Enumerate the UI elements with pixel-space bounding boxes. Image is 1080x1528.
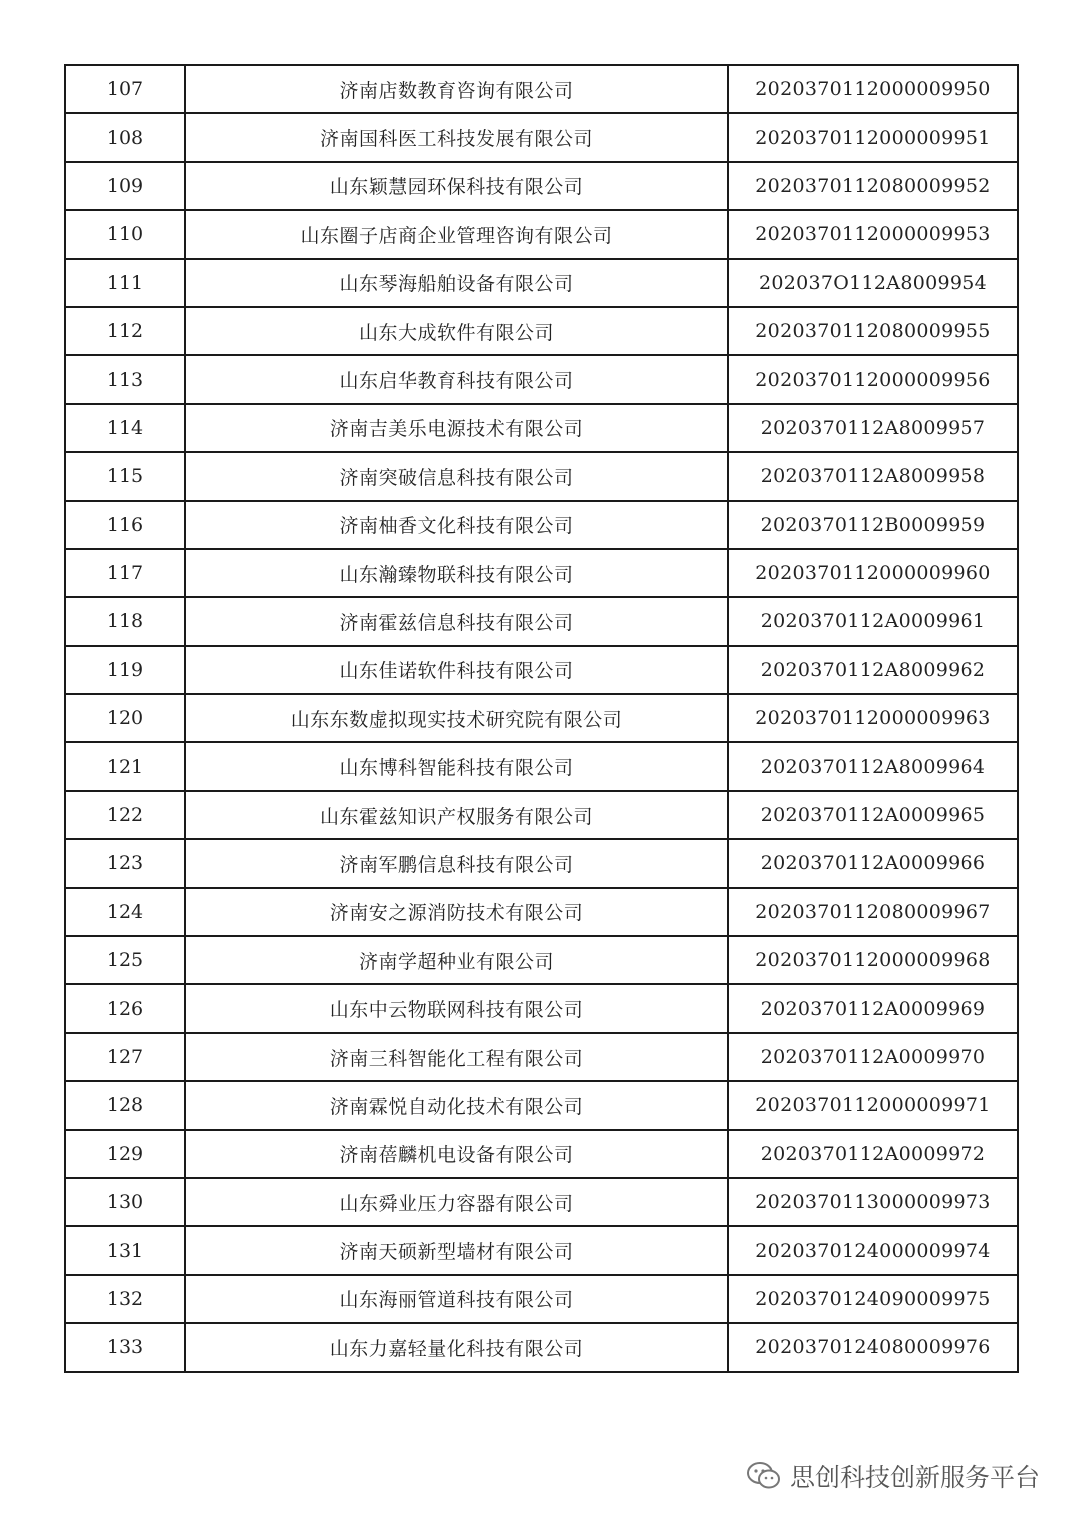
table-row xyxy=(65,597,1018,645)
table-row xyxy=(65,839,1018,887)
cell-number: 109 xyxy=(65,162,185,210)
cell-registration-code: 2020370112000009968 xyxy=(728,936,1018,984)
cell-registration-code: 2020370112000009963 xyxy=(728,694,1018,742)
cell-company-name: 山东大成软件有限公司 xyxy=(185,307,728,355)
cell-company-name: 山东瀚臻物联科技有限公司 xyxy=(185,549,728,597)
cell-number: 128 xyxy=(65,1081,185,1129)
cell-company-name: 山东颖慧园环保科技有限公司 xyxy=(185,162,728,210)
table-body xyxy=(65,65,1018,1372)
cell-company-name: 山东圈子店商企业管理咨询有限公司 xyxy=(185,210,728,258)
cell-company-name: 济南柚香文化科技有限公司 xyxy=(185,501,728,549)
table-row xyxy=(65,355,1018,403)
cell-number: 129 xyxy=(65,1130,185,1178)
table-row xyxy=(65,888,1018,936)
table-row xyxy=(65,791,1018,839)
cell-registration-code: 2020370112000009950 xyxy=(728,65,1018,113)
table-row xyxy=(65,1226,1018,1274)
cell-registration-code: 2020370113000009973 xyxy=(728,1178,1018,1226)
table-row xyxy=(65,501,1018,549)
table-row xyxy=(65,742,1018,790)
cell-registration-code: 2020370124000009974 xyxy=(728,1226,1018,1274)
table-row xyxy=(65,694,1018,742)
cell-company-name: 济南店数教育咨询有限公司 xyxy=(185,65,728,113)
cell-number: 110 xyxy=(65,210,185,258)
cell-company-name: 济南军鹏信息科技有限公司 xyxy=(185,839,728,887)
cell-registration-code: 2020370112A0009965 xyxy=(728,791,1018,839)
cell-company-name: 济南天硕新型墙材有限公司 xyxy=(185,1226,728,1274)
cell-registration-code: 2020370112A0009969 xyxy=(728,984,1018,1032)
cell-registration-code: 2020370112A0009966 xyxy=(728,839,1018,887)
cell-company-name: 济南吉美乐电源技术有限公司 xyxy=(185,404,728,452)
cell-registration-code: 2020370112000009951 xyxy=(728,113,1018,161)
cell-company-name: 山东霍兹知识产权服务有限公司 xyxy=(185,791,728,839)
cell-registration-code: 2020370112000009960 xyxy=(728,549,1018,597)
cell-registration-code: 2020370112A0009961 xyxy=(728,597,1018,645)
table-row xyxy=(65,452,1018,500)
cell-number: 133 xyxy=(65,1323,185,1371)
table-row xyxy=(65,984,1018,1032)
cell-registration-code: 2020370112000009971 xyxy=(728,1081,1018,1129)
cell-company-name: 山东琴海船舶设备有限公司 xyxy=(185,259,728,307)
cell-registration-code: 2020370112A8009962 xyxy=(728,646,1018,694)
cell-company-name: 山东东数虚拟现实技术研究院有限公司 xyxy=(185,694,728,742)
table-row xyxy=(65,646,1018,694)
cell-number: 117 xyxy=(65,549,185,597)
cell-number: 111 xyxy=(65,259,185,307)
cell-registration-code: 2020370112080009952 xyxy=(728,162,1018,210)
cell-registration-code: 2020370112000009956 xyxy=(728,355,1018,403)
table-row xyxy=(65,404,1018,452)
table-row xyxy=(65,307,1018,355)
cell-registration-code: 2020370112A0009972 xyxy=(728,1130,1018,1178)
cell-company-name: 济南三科智能化工程有限公司 xyxy=(185,1033,728,1081)
cell-company-name: 山东佳诺软件科技有限公司 xyxy=(185,646,728,694)
cell-company-name: 济南霖悦自动化技术有限公司 xyxy=(185,1081,728,1129)
cell-company-name: 山东海丽管道科技有限公司 xyxy=(185,1275,728,1323)
table-row xyxy=(65,1178,1018,1226)
cell-registration-code: 2020370112A8009958 xyxy=(728,452,1018,500)
cell-number: 132 xyxy=(65,1275,185,1323)
cell-number: 120 xyxy=(65,694,185,742)
table-row xyxy=(65,65,1018,113)
table-row xyxy=(65,549,1018,597)
cell-registration-code: 2020370124090009975 xyxy=(728,1275,1018,1323)
table-row xyxy=(65,1081,1018,1129)
company-list-table-wrap xyxy=(64,64,1015,1373)
cell-number: 124 xyxy=(65,888,185,936)
cell-registration-code: 202037O112A8009954 xyxy=(728,259,1018,307)
cell-company-name: 山东博科智能科技有限公司 xyxy=(185,742,728,790)
cell-registration-code: 2020370112080009955 xyxy=(728,307,1018,355)
company-list-table xyxy=(64,64,1019,1373)
cell-registration-code: 2020370124080009976 xyxy=(728,1323,1018,1371)
cell-number: 121 xyxy=(65,742,185,790)
cell-number: 130 xyxy=(65,1178,185,1226)
table-row xyxy=(65,162,1018,210)
cell-number: 131 xyxy=(65,1226,185,1274)
cell-registration-code: 2020370112A8009964 xyxy=(728,742,1018,790)
cell-company-name: 济南学超种业有限公司 xyxy=(185,936,728,984)
cell-company-name: 济南安之源消防技术有限公司 xyxy=(185,888,728,936)
cell-number: 108 xyxy=(65,113,185,161)
table-row xyxy=(65,210,1018,258)
cell-company-name: 山东启华教育科技有限公司 xyxy=(185,355,728,403)
cell-company-name: 济南国科医工科技发展有限公司 xyxy=(185,113,728,161)
cell-registration-code: 2020370112A0009970 xyxy=(728,1033,1018,1081)
cell-number: 123 xyxy=(65,839,185,887)
cell-company-name: 山东舜业压力容器有限公司 xyxy=(185,1178,728,1226)
watermark xyxy=(746,1458,1040,1494)
cell-number: 112 xyxy=(65,307,185,355)
cell-number: 119 xyxy=(65,646,185,694)
table-row xyxy=(65,1033,1018,1081)
cell-number: 127 xyxy=(65,1033,185,1081)
cell-company-name: 济南突破信息科技有限公司 xyxy=(185,452,728,500)
cell-number: 116 xyxy=(65,501,185,549)
cell-company-name: 济南蓓麟机电设备有限公司 xyxy=(185,1130,728,1178)
cell-number: 122 xyxy=(65,791,185,839)
cell-registration-code: 2020370112000009953 xyxy=(728,210,1018,258)
cell-registration-code: 2020370112B0009959 xyxy=(728,501,1018,549)
cell-number: 125 xyxy=(65,936,185,984)
table-row xyxy=(65,113,1018,161)
cell-number: 118 xyxy=(65,597,185,645)
cell-company-name: 山东中云物联网科技有限公司 xyxy=(185,984,728,1032)
cell-registration-code: 2020370112080009967 xyxy=(728,888,1018,936)
cell-number: 115 xyxy=(65,452,185,500)
watermark-text: 思创科技创新服务平台 xyxy=(789,1463,1040,1492)
wechat-icon xyxy=(746,1461,782,1491)
cell-company-name: 济南霍兹信息科技有限公司 xyxy=(185,597,728,645)
table-row xyxy=(65,1275,1018,1323)
table-row xyxy=(65,1130,1018,1178)
table-row xyxy=(65,936,1018,984)
table-row xyxy=(65,1323,1018,1371)
cell-registration-code: 2020370112A8009957 xyxy=(728,404,1018,452)
table-row xyxy=(65,259,1018,307)
cell-number: 107 xyxy=(65,65,185,113)
cell-number: 114 xyxy=(65,404,185,452)
cell-company-name: 山东力嘉轻量化科技有限公司 xyxy=(185,1323,728,1371)
cell-number: 126 xyxy=(65,984,185,1032)
cell-number: 113 xyxy=(65,355,185,403)
